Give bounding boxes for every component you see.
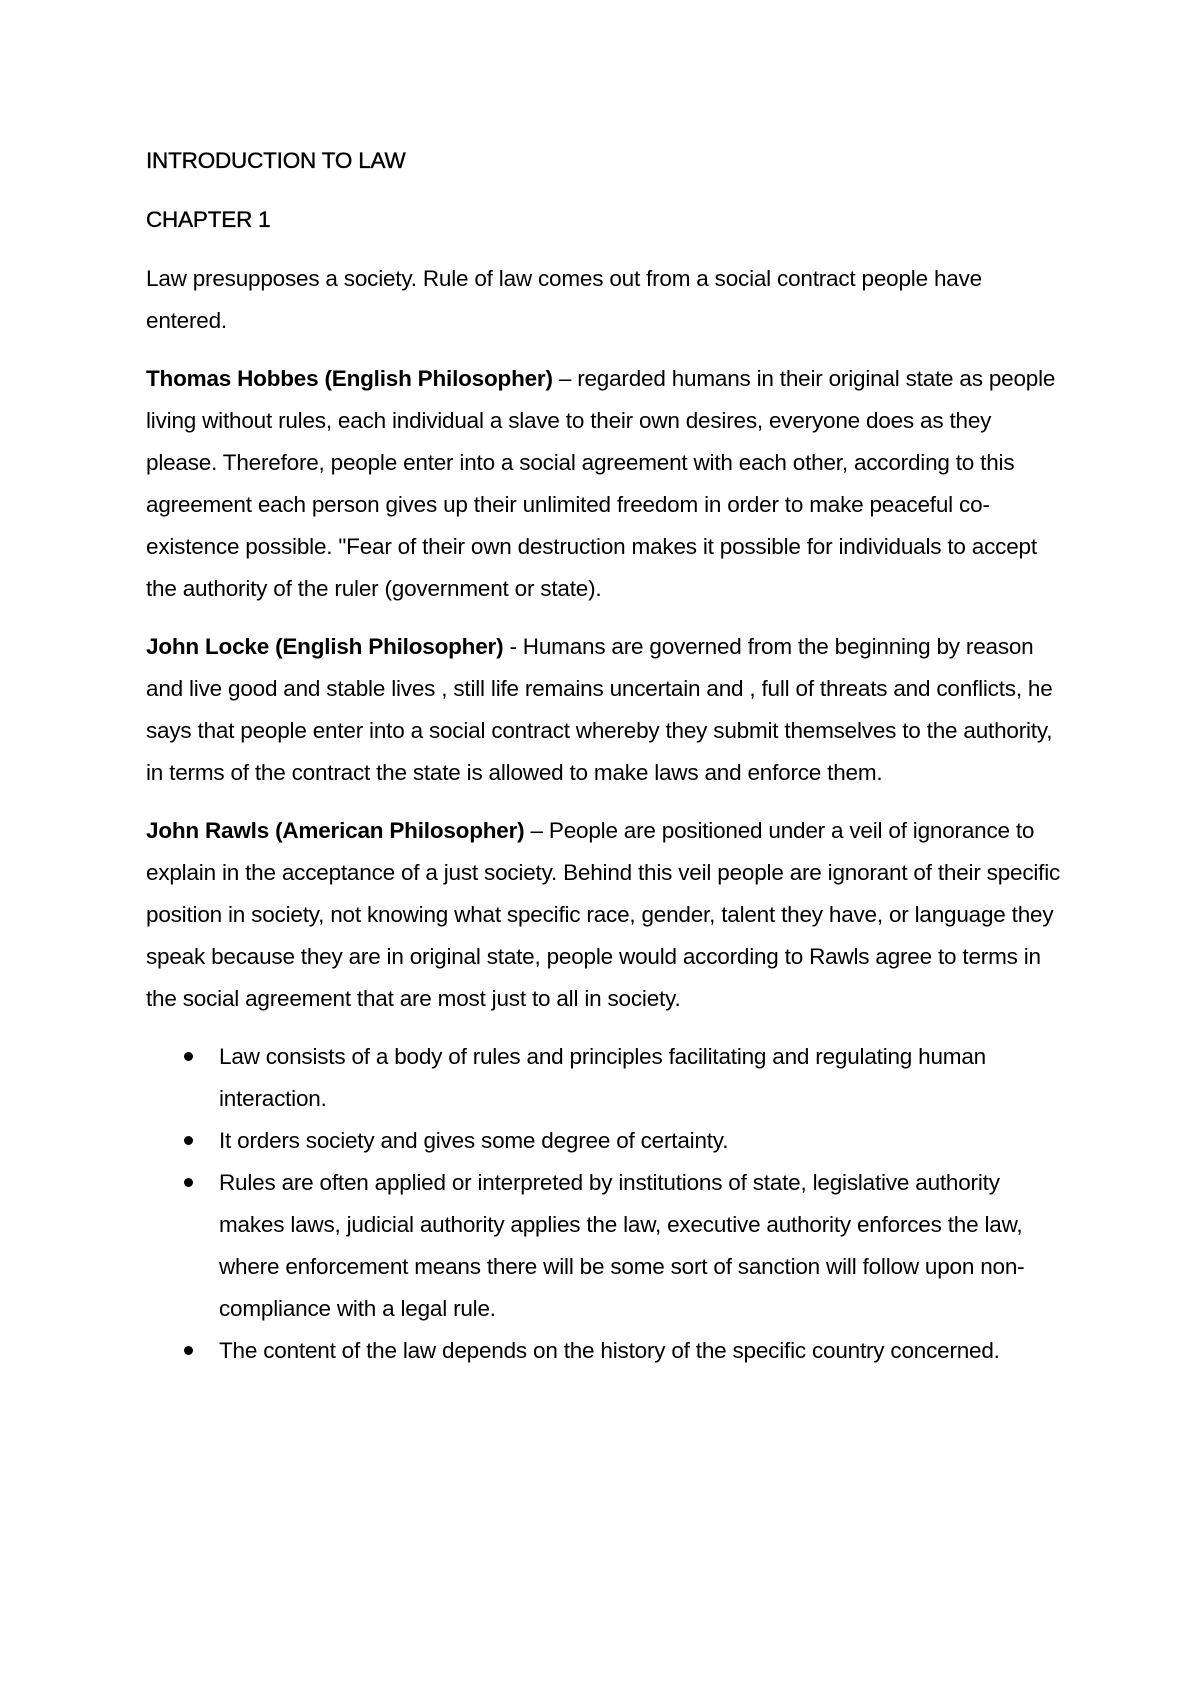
bullet-icon — [184, 1052, 193, 1061]
philosopher-name: John Rawls (American Philosopher) — [146, 818, 525, 843]
list-item — [146, 1120, 1066, 1162]
philosopher-paragraph-rawls — [146, 810, 1066, 1020]
philosopher-text: – People are positioned under a veil of ignorance to explain in the acceptance of a just society. Behind this veil people are ignorant of their specific position in society, not knowing what specific race, gender, talent they have, or language they speak because they are in original state, people would according to Rawls agree to terms in the social agreement that are most just to all in society. — [146, 818, 1061, 1011]
document-body — [146, 140, 1066, 1372]
philosopher-text: – regarded humans in their original state as people living without rules, each individual a slave to their own desires, everyone does as they please. Therefore, people enter into a social agreement with each other, according to this agreement each person gives up their unlimited freedom in order to make peaceful co-existence possible. "Fear of their own destruction makes it possible for individuals to accept the authority of the ruler (government or state). — [146, 366, 1056, 601]
list-item — [146, 1162, 1066, 1330]
bullet-icon — [184, 1346, 193, 1355]
list-item-text: Law consists of a body of rules and principles facilitating and regulating human interaction. — [219, 1044, 986, 1111]
philosopher-paragraph-hobbes — [146, 358, 1066, 610]
bullet-icon — [184, 1136, 193, 1145]
bullet-list — [146, 1036, 1066, 1372]
chapter-heading: CHAPTER 1 — [146, 207, 271, 232]
intro-paragraph: Law presupposes a society. Rule of law comes out from a social contract people have entered. — [146, 266, 982, 333]
list-item-text: The content of the law depends on the history of the specific country concerned. — [219, 1338, 1000, 1363]
philosopher-name: Thomas Hobbes (English Philosopher) — [146, 366, 553, 391]
philosopher-text: - Humans are governed from the beginning by reason and live good and stable lives , still life remains uncertain and , full of threats and conflicts, he says that people enter into a social contract whereby they submit themselves to the authority, in terms of the contract the state is allowed to make laws and enforce them. — [146, 634, 1053, 785]
list-item — [146, 1330, 1066, 1372]
list-item-text: Rules are often applied or interpreted by institutions of state, legislative authority makes laws, judicial authority applies the law, executive authority enforces the law, where enforcement means there will be some sort of sanction will follow upon non-compliance with a legal rule. — [219, 1170, 1025, 1321]
philosopher-paragraph-locke — [146, 626, 1066, 794]
list-item — [146, 1036, 1066, 1120]
bullet-icon — [184, 1178, 193, 1187]
list-item-text: It orders society and gives some degree of certainty. — [219, 1128, 729, 1153]
document-title: INTRODUCTION TO LAW — [146, 148, 406, 173]
philosopher-name: John Locke (English Philosopher) — [146, 634, 504, 659]
